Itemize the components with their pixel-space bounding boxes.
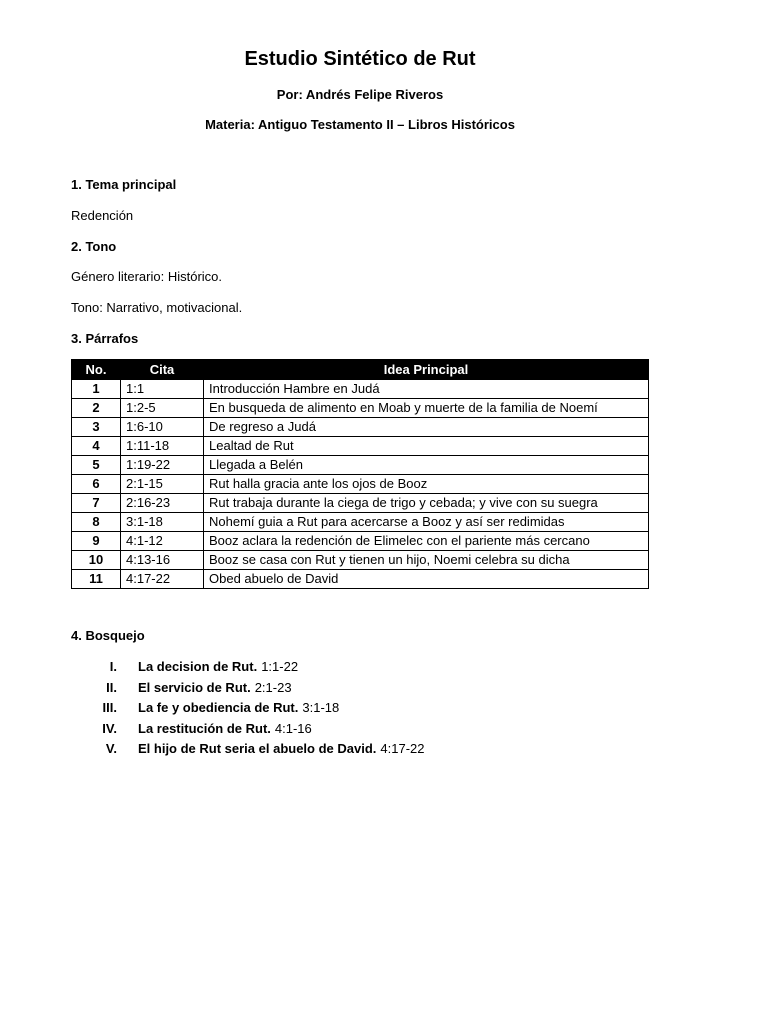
outline-ref: 4:17-22 — [380, 741, 425, 756]
table-row — [72, 399, 649, 418]
table-row — [72, 456, 649, 475]
column-header-cita: Cita — [121, 360, 204, 380]
outline-list — [71, 657, 425, 760]
row-number: 5 — [72, 456, 121, 475]
table-row — [72, 513, 649, 532]
row-cita: 1:11-18 — [121, 437, 204, 456]
table-row — [72, 494, 649, 513]
row-idea: Lealtad de Rut — [204, 437, 649, 456]
outline-heading: 4. Bosquejo — [71, 628, 145, 643]
row-number: 1 — [72, 380, 121, 399]
column-header-idea: Idea Principal — [204, 360, 649, 380]
document-title: Estudio Sintético de Rut — [244, 48, 476, 70]
row-cita: 4:1-12 — [121, 532, 204, 551]
table-row — [72, 380, 649, 399]
paragraphs-heading: 3. Párrafos — [71, 331, 139, 346]
row-idea: Rut trabaja durante la ciega de trigo y cebada; y vive con su suegra — [204, 494, 649, 513]
outline-item — [71, 719, 425, 740]
row-idea: Booz se casa con Rut y tienen un hijo, Noemi celebra su dicha — [204, 551, 649, 570]
outline-title: La restitución de Rut. — [138, 720, 271, 736]
table-row — [72, 532, 649, 551]
outline-item — [71, 657, 425, 678]
outline-ref: 4:1-16 — [274, 720, 312, 736]
row-idea: De regreso a Judá — [204, 418, 649, 437]
document-author: Por: Andrés Felipe Riveros — [276, 87, 444, 102]
row-cita: 3:1-18 — [121, 513, 204, 532]
row-number: 7 — [72, 494, 121, 513]
row-number: 10 — [72, 551, 121, 570]
row-number: 2 — [72, 399, 121, 418]
outline-item — [71, 678, 425, 699]
table-header-row — [72, 360, 649, 380]
row-number: 9 — [72, 532, 121, 551]
tone-text: Tono: Narrativo, motivacional. — [71, 300, 243, 315]
row-idea: Rut halla gracia ante los ojos de Booz — [204, 475, 649, 494]
row-cita: 2:1-15 — [121, 475, 204, 494]
row-cita: 1:19-22 — [121, 456, 204, 475]
column-header-no: No. — [72, 360, 121, 380]
outline-numeral: II. — [106, 679, 117, 695]
outline-title: La fe y obediencia de Rut. — [138, 700, 299, 715]
row-cita: 1:2-5 — [121, 399, 204, 418]
table-row — [72, 437, 649, 456]
outline-title: El hijo de Rut seria el abuelo de David. — [138, 741, 377, 756]
row-idea: Nohemí guia a Rut para acercarse a Booz y así ser redimidas — [204, 513, 649, 532]
table-row — [72, 570, 649, 589]
row-idea: Booz aclara la redención de Elimelec con el pariente más cercano — [204, 532, 649, 551]
outline-numeral: V. — [105, 741, 117, 756]
document-subject: Materia: Antiguo Testamento II – Libros Históricos — [205, 117, 515, 132]
row-number: 3 — [72, 418, 121, 437]
table-row — [72, 551, 649, 570]
paragraphs-table — [71, 359, 649, 589]
outline-numeral: IV. — [102, 720, 117, 736]
row-idea: Obed abuelo de David — [204, 570, 649, 589]
outline-item — [71, 739, 425, 760]
row-cita: 1:6-10 — [121, 418, 204, 437]
outline-numeral: I. — [109, 659, 117, 674]
row-number: 4 — [72, 437, 121, 456]
row-idea: Introducción Hambre en Judá — [204, 380, 649, 399]
outline-ref: 2:1-23 — [254, 679, 292, 695]
row-number: 8 — [72, 513, 121, 532]
table-body — [72, 380, 649, 589]
row-cita: 2:16-23 — [121, 494, 204, 513]
outline-title: El servicio de Rut. — [138, 679, 251, 695]
table-row — [72, 475, 649, 494]
outline-numeral: III. — [102, 700, 117, 715]
row-idea: En busqueda de alimento en Moab y muerte de la familia de Noemí — [204, 399, 649, 418]
tone-heading: 2. Tono — [71, 239, 117, 254]
outline-ref: 1:1-22 — [261, 659, 299, 674]
outline-title: La decision de Rut. — [138, 659, 258, 674]
outline-ref: 3:1-18 — [302, 700, 340, 715]
row-number: 6 — [72, 475, 121, 494]
row-cita: 4:17-22 — [121, 570, 204, 589]
row-cita: 4:13-16 — [121, 551, 204, 570]
table-row — [72, 418, 649, 437]
theme-text: Redención — [71, 208, 134, 223]
row-number: 11 — [72, 570, 121, 589]
theme-heading: 1. Tema principal — [71, 177, 177, 192]
outline-item — [71, 698, 425, 719]
genre-text: Género literario: Histórico. — [71, 269, 222, 284]
row-idea: Llegada a Belén — [204, 456, 649, 475]
row-cita: 1:1 — [121, 380, 204, 399]
